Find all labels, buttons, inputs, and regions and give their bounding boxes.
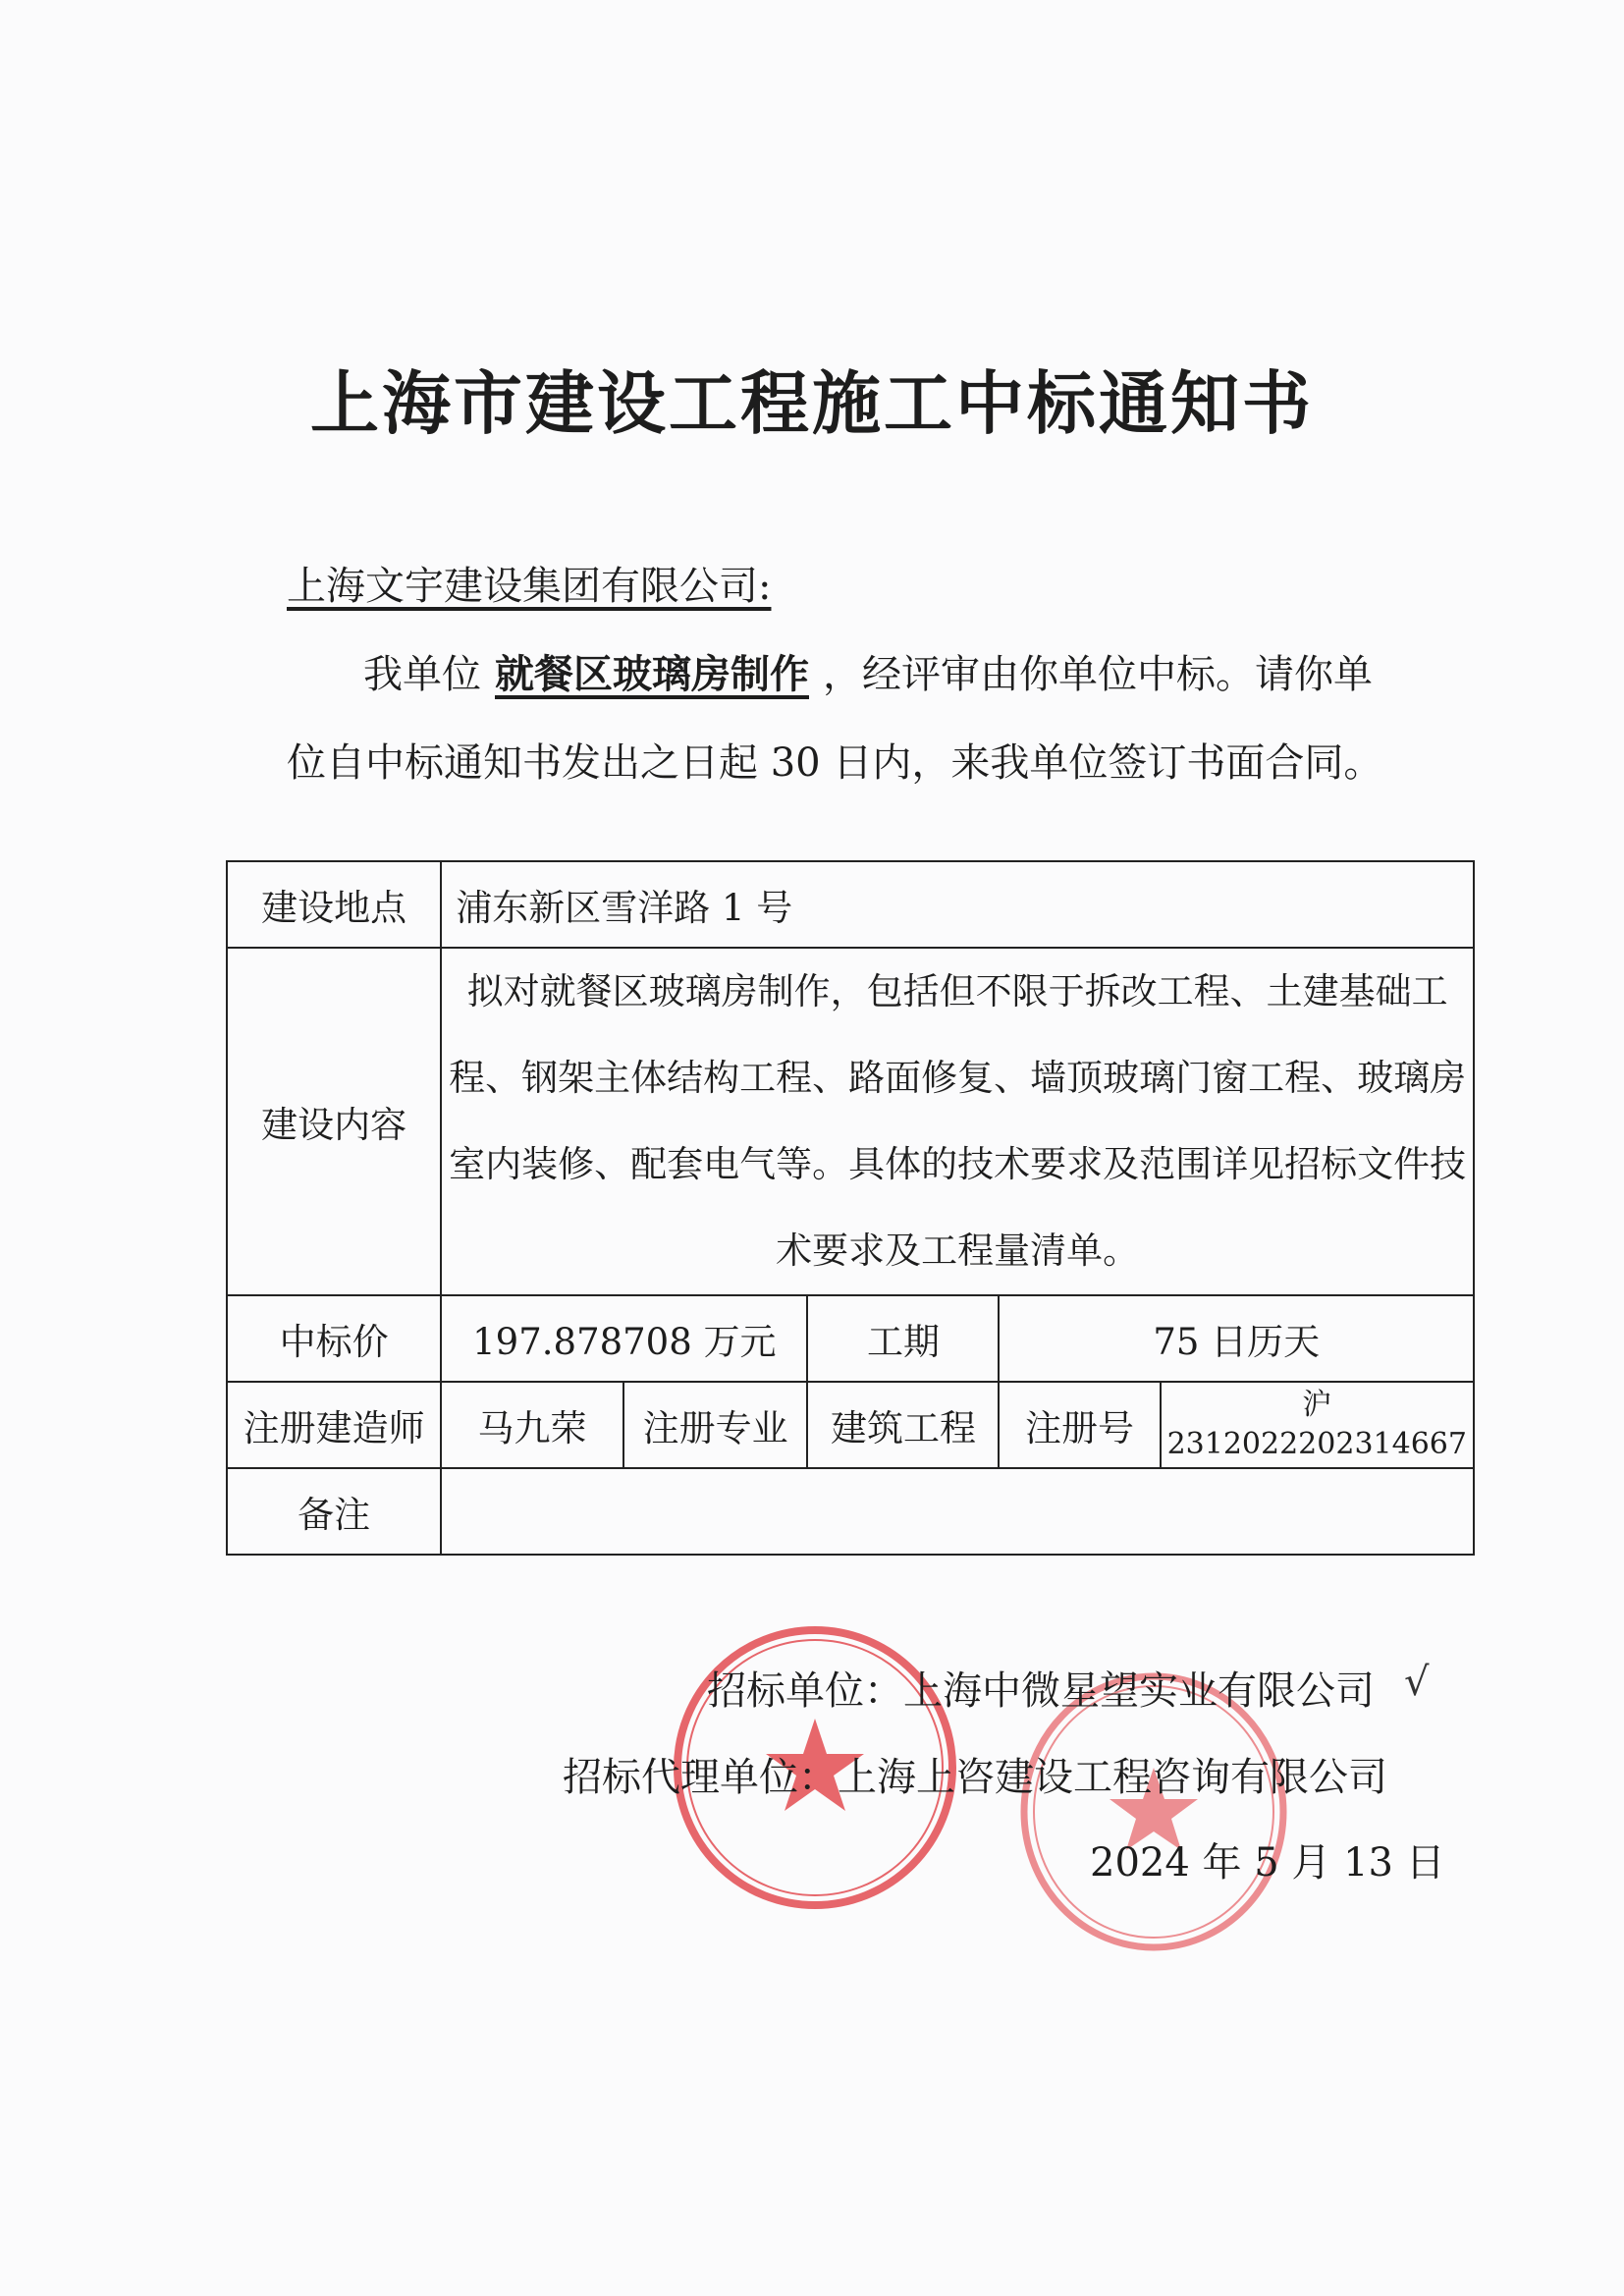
body-line-1	[363, 643, 1373, 699]
content-label: 建设内容	[227, 948, 441, 1295]
project-name: 就餐区玻璃房制作	[495, 651, 809, 697]
location-label: 建设地点	[227, 861, 441, 948]
tenderer: 招标单位：上海中微星望实业有限公司	[707, 1668, 1375, 1714]
specialty-label: 注册专业	[623, 1382, 808, 1468]
remarks-label: 备注	[227, 1468, 441, 1555]
location-value: 浦东新区雪洋路 1 号	[441, 861, 1474, 948]
regno-cell	[1161, 1382, 1474, 1468]
addressee: 上海文宇建设集团有限公司:	[287, 564, 772, 609]
regno-prefix: 沪	[1302, 1388, 1332, 1422]
line1-suffix: ，经评审由你单位中标。请你单	[823, 652, 1373, 697]
line1-prefix: 我单位	[363, 652, 481, 697]
period-value: 75 日历天	[999, 1295, 1474, 1382]
award-info-table	[226, 860, 1475, 1556]
builder-value: 马九荣	[441, 1382, 623, 1468]
tender-agent: 招标代理单位：上海上咨建设工程咨询有限公司	[563, 1755, 1387, 1800]
price-label: 中标价	[227, 1295, 441, 1382]
check-mark: √	[1404, 1660, 1430, 1705]
regno-value: 2312022202314667	[1166, 1427, 1467, 1461]
regno-label: 注册号	[999, 1382, 1160, 1468]
body-line-2: 位自中标通知书发出之日起 30 日内，来我单位签订书面合同。	[287, 740, 1383, 786]
issue-date: 2024 年 5 月 13 日	[1090, 1840, 1445, 1886]
price-value: 197.878708 万元	[441, 1295, 807, 1382]
period-label: 工期	[807, 1295, 999, 1382]
specialty-value: 建筑工程	[807, 1382, 999, 1468]
document-title: 上海市建设工程施工中标通知书	[310, 363, 1314, 444]
remarks-value	[441, 1468, 1474, 1555]
content-value: 拟对就餐区玻璃房制作，包括但不限于拆改工程、土建基础工程、钢架主体结构工程、路面修复、墙顶玻璃门窗工程、玻璃房室内装修、配套电气等。具体的技术要求及范围详见招标文件技术要求及工程量清单。	[441, 948, 1474, 1295]
builder-label: 注册建造师	[227, 1382, 441, 1468]
